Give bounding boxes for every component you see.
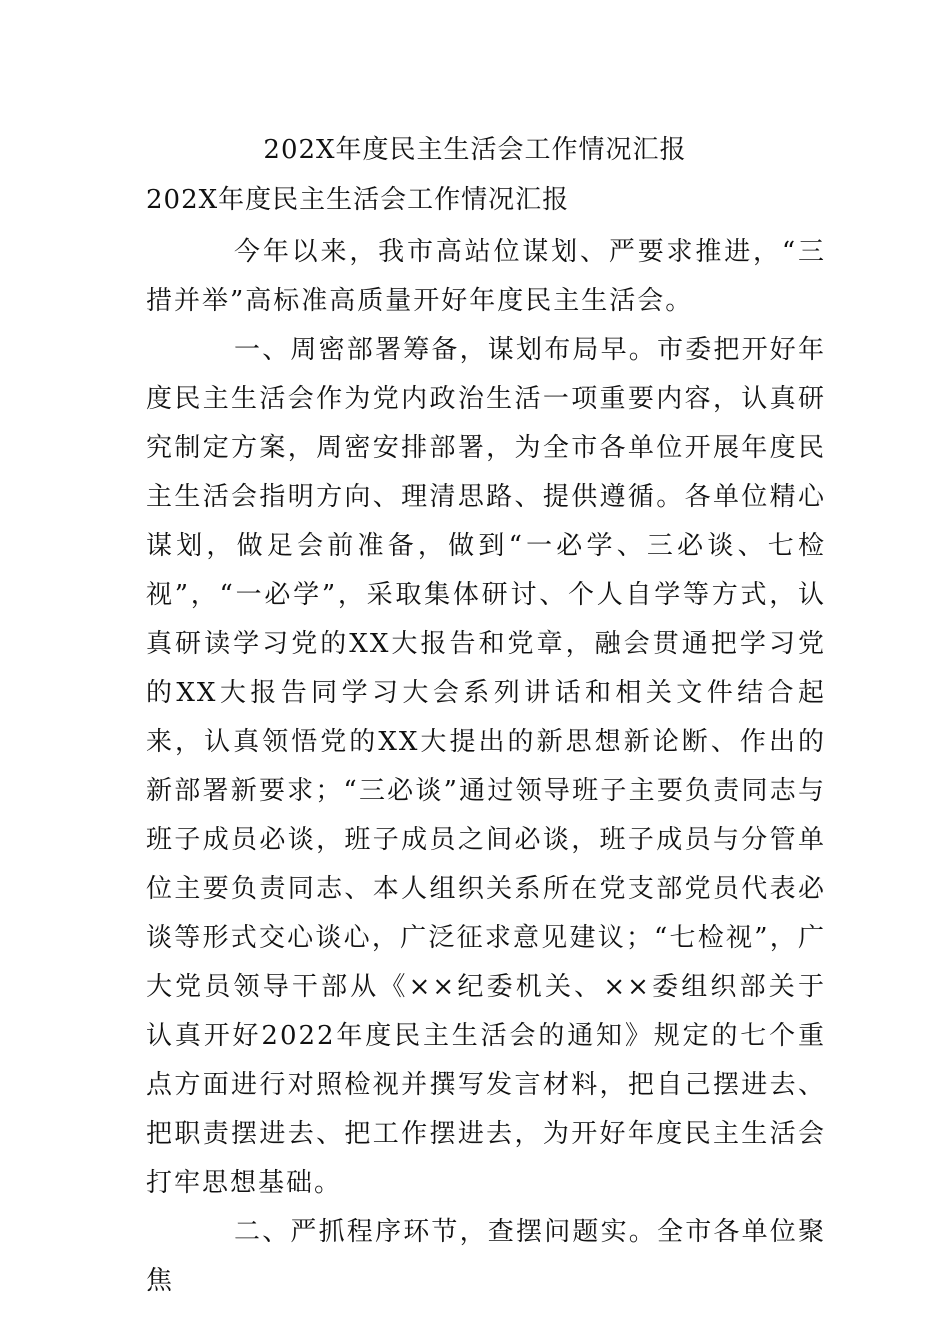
document-body xyxy=(146,228,826,1306)
document-title: 202X年度民主生活会工作情况汇报 xyxy=(263,135,687,165)
document-subtitle: 202X年度民主生活会工作情况汇报 xyxy=(146,185,570,215)
paragraph-section-two: 二、严抓程序环节，查摆问题实。全市各单位聚焦 xyxy=(146,1217,826,1296)
paragraph-section-one: 一、周密部署筹备，谋划布局早。市委把开好年度民主生活会作为党内政治生活一项重要内容，认真研究制定方案，周密安排部署，为全市各单位开展年度民主生活会指明方向、理清思路、提供遵循。各单位精心谋划，做足会前准备，做到“一必学、三必谈、七检视”，“一必学”，采取集体研讨、个人自学等方式，认真研读学习党的XX大报告和党章，融会贯通把学习党的XX大报告同学习大会系列讲话和相关文件结合起来，认真领悟党的XX大提出的新思想新论断、作出的新部署新要求；“三必谈”通过领导班子主要负责同志与班子成员必谈，班子成员之间必谈，班子成员与分管单位主要负责同志、本人组织关系所在党支部党员代表必谈等形式交心谈心，广泛征求意见建议；“七检视”，广大党员领导干部从《××纪委机关、××委组织部关于认真开好2022年度民主生活会的通知》规定的七个重点方面进行对照检视并撰写发言材料，把自己摆进去、把职责摆进去、把工作摆进去，为开好年度民主生活会打牢思想基础。 xyxy=(146,335,826,1198)
paragraph-intro: 今年以来，我市高站位谋划、严要求推进，“三措并举”高标准高质量开好年度民主生活会。 xyxy=(146,237,826,316)
